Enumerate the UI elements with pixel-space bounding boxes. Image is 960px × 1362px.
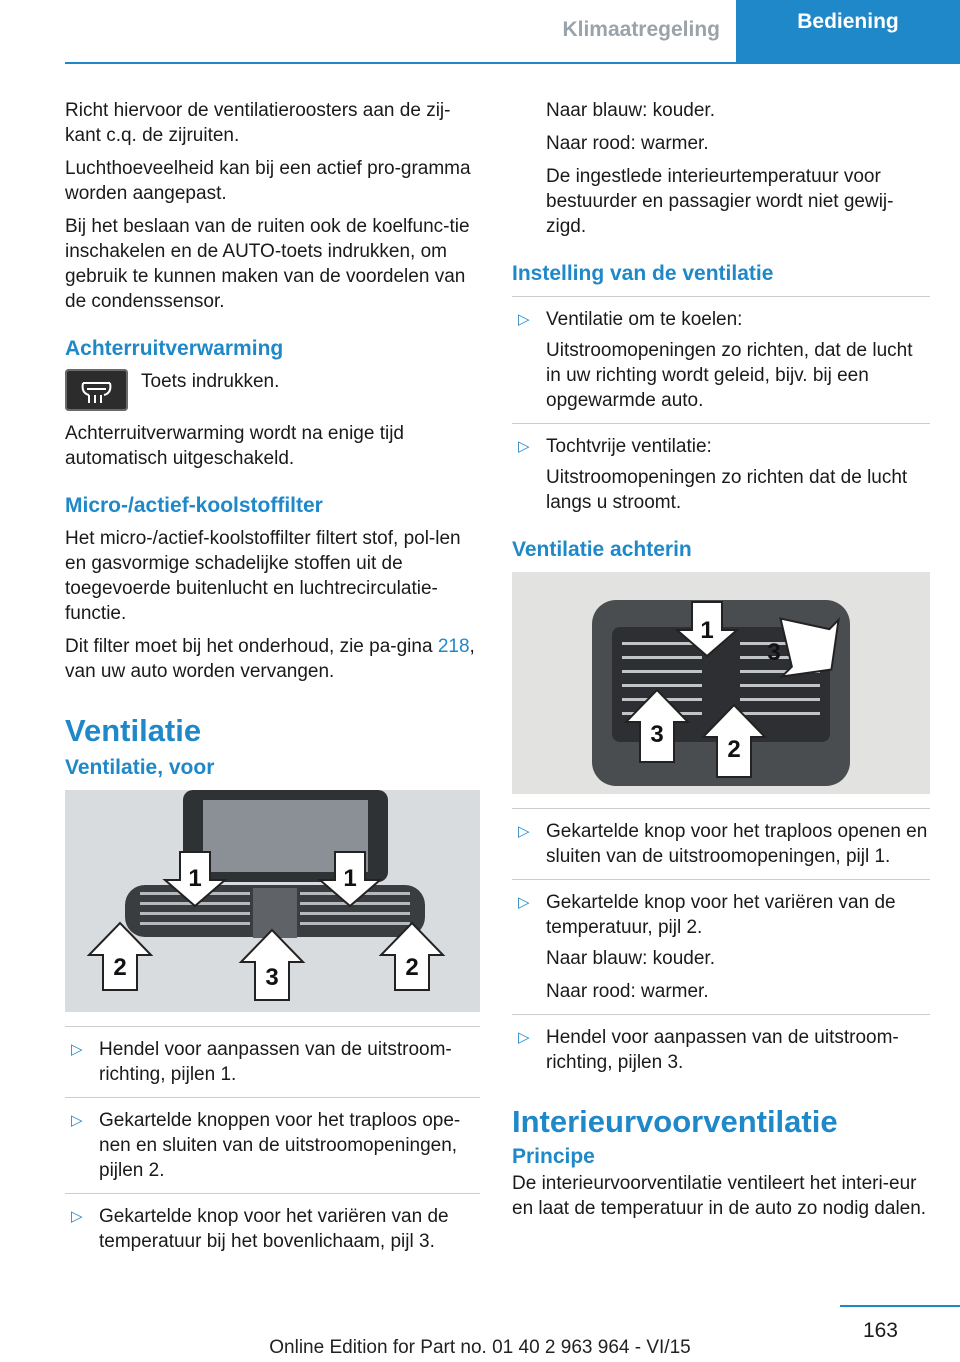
- divider: [65, 1097, 480, 1098]
- heading-ventilation: Ventilatie: [65, 713, 202, 748]
- callout-label: 2: [405, 954, 419, 981]
- divider: [512, 1014, 930, 1015]
- triangle-bullet-icon: ▷: [518, 823, 530, 840]
- triangle-bullet-icon: ▷: [518, 894, 530, 911]
- triangle-bullet-icon: ▷: [71, 1112, 83, 1129]
- heading-rear-ventilation: Ventilatie achterin: [512, 538, 692, 561]
- footer-rule: [840, 1305, 960, 1307]
- paragraph: Naar blauw: kouder.: [546, 100, 715, 121]
- right-column: [512, 98, 930, 1229]
- list-item: [65, 1108, 480, 1183]
- list-item-text: Gekartelde knoppen voor het traploos ope-nen en sluiten van de uitstroomopeningen, pijlen 2.: [99, 1110, 461, 1181]
- paragraph: Richt hiervoor de ventilatieroosters aan de zij-kant c.q. de zijruiten.: [65, 100, 451, 146]
- heading-front-ventilation: Ventilatie, voor: [65, 756, 215, 779]
- list-item: [65, 1204, 480, 1254]
- rear-vent-photo: [512, 572, 930, 794]
- paragraph: Uitstroomopeningen zo richten, dat de lucht in uw richting wordt geleid, bijv. bij een opgewarmde auto.: [546, 340, 913, 411]
- paragraph: Naar rood: warmer.: [546, 133, 709, 154]
- list-item-text: Tochtvrije ventilatie:: [546, 436, 712, 457]
- triangle-bullet-icon: ▷: [71, 1208, 83, 1225]
- list-item-text: Hendel voor aanpassen van de uitstroom-richting, pijlen 1.: [99, 1039, 452, 1085]
- list-item: [512, 1025, 930, 1075]
- heading-interior-ventilation: Interieurvoorventilatie: [512, 1104, 838, 1139]
- paragraph: Naar rood: warmer.: [546, 981, 709, 1002]
- list-item: [512, 434, 930, 459]
- divider: [512, 296, 930, 297]
- list-item: [512, 890, 930, 940]
- callout-label: 2: [113, 954, 127, 981]
- list-item-text: Gekartelde knop voor het variëren van de temperatuur, pijl 2.: [546, 892, 896, 938]
- page-header: [65, 0, 960, 64]
- rear-defrost-button-icon: [65, 369, 128, 411]
- triangle-bullet-icon: ▷: [518, 438, 530, 455]
- divider: [512, 808, 930, 809]
- text: , van uw auto worden vervangen.: [65, 636, 475, 682]
- list-item: [512, 819, 930, 869]
- text: Dit filter moet bij het onderhoud, zie pa-gina: [65, 636, 438, 657]
- triangle-bullet-icon: ▷: [71, 1041, 83, 1058]
- paragraph: Het micro-/actief-koolstoffilter filtert stof, pol-len en gasvormige schadelijke stoffen uit de toegevoerde buitenlucht en luchtrecirculatie-functie.: [65, 528, 461, 624]
- callout-label: 2: [727, 736, 741, 763]
- callout-label: 1: [700, 617, 714, 644]
- paragraph: Uitstroomopeningen zo richten dat de lucht langs u stroomt.: [546, 467, 908, 513]
- triangle-bullet-icon: ▷: [518, 311, 530, 328]
- left-column: [65, 98, 480, 1260]
- divider: [65, 1026, 480, 1027]
- heading-ventilation-setting: Instelling van de ventilatie: [512, 262, 774, 285]
- list-item-text: Ventilatie om te koelen:: [546, 309, 743, 330]
- callout-label: 1: [343, 865, 357, 892]
- header-active-tab[interactable]: Bediening: [736, 0, 960, 62]
- list-item-text: Gekartelde knop voor het variëren van de temperatuur bij het bovenlichaam, pijl 3.: [99, 1206, 449, 1252]
- divider: [512, 423, 930, 424]
- paragraph: Naar blauw: kouder.: [546, 948, 715, 969]
- list-item-text: Gekartelde knop voor het traploos openen en sluiten van de uitstroomopeningen, pijl 1.: [546, 821, 928, 867]
- paragraph: Luchthoeveelheid kan bij een actief pro-gramma worden aangepast.: [65, 158, 471, 204]
- page-number: 163: [862, 1319, 898, 1342]
- paragraph: Toets indrukken.: [141, 371, 280, 392]
- front-vent-photo: [65, 790, 480, 1012]
- triangle-bullet-icon: ▷: [518, 1029, 530, 1046]
- callout-label: 3: [265, 964, 279, 991]
- list-item: [512, 307, 930, 332]
- paragraph: Achterruitverwarming wordt na enige tijd automatisch uitgeschakeld.: [65, 423, 404, 469]
- heading-principle: Principe: [512, 1145, 595, 1168]
- heading-filter: Micro-/actief-koolstoffilter: [65, 494, 323, 517]
- callout-label: 3: [767, 639, 781, 666]
- divider: [65, 1193, 480, 1194]
- list-item: [65, 1037, 480, 1087]
- callout-label: 1: [188, 865, 202, 892]
- divider: [512, 879, 930, 880]
- page-link[interactable]: 218: [437, 636, 470, 657]
- paragraph: Bij het beslaan van de ruiten ook de koelfunc-tie inschakelen en de AUTO-toets indrukken, om gebruik te kunnen maken van de voordelen van de condenssensor.: [65, 216, 470, 312]
- callout-label: 3: [650, 721, 664, 748]
- edition-line: Online Edition for Part no. 01 40 2 963 964 - VI/15: [269, 1337, 691, 1358]
- header-section-label: Klimaatregeling: [562, 18, 720, 41]
- paragraph: [65, 634, 480, 684]
- rear-heating-block: [65, 369, 480, 421]
- paragraph: De interieurvoorventilatie ventileert het interi-eur en laat de temperatuur in de auto zo nodig dalen.: [512, 1173, 927, 1219]
- heading-rear-window-heating: Achterruitverwarming: [65, 337, 284, 360]
- list-item-text: Hendel voor aanpassen van de uitstroom-richting, pijlen 3.: [546, 1027, 899, 1073]
- paragraph: De ingestlede interieurtemperatuur voor bestuurder en passagier wordt niet gewij-zigd.: [546, 166, 894, 237]
